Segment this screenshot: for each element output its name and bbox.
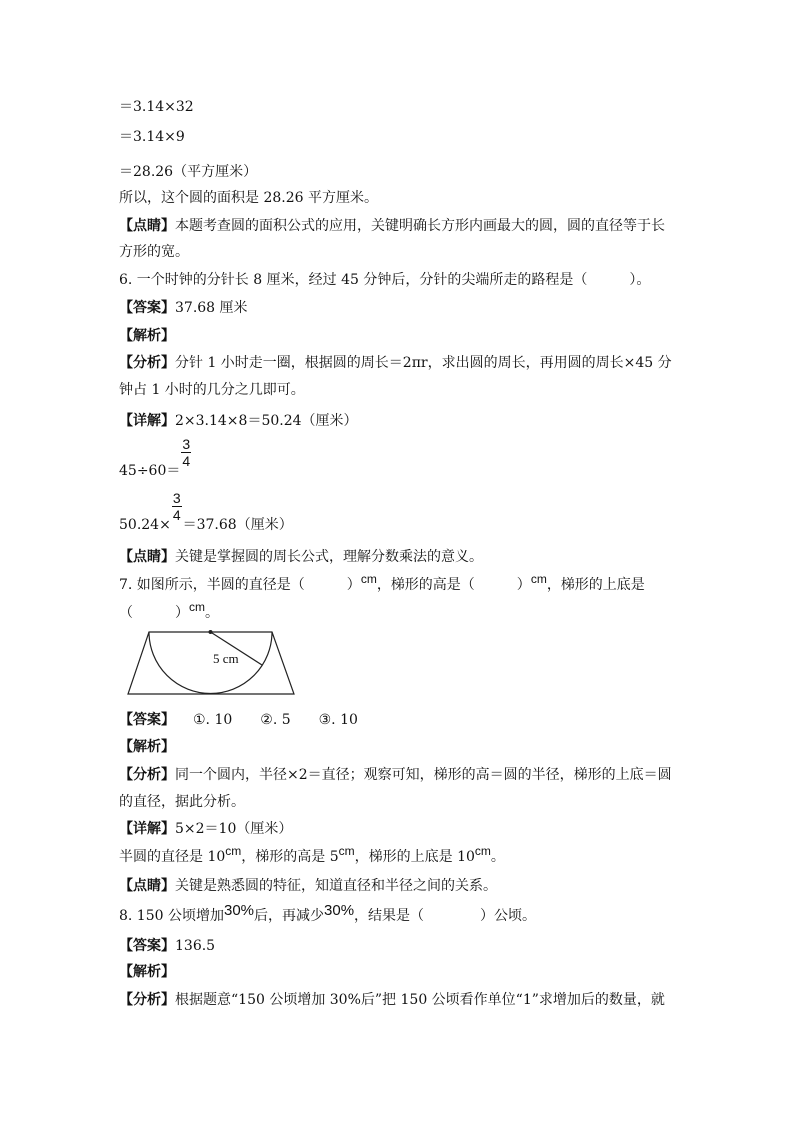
q6-analysis-tag: 【解析】 [119,328,175,344]
q7-xiangjie [119,820,292,838]
q7-part-e: 。 [205,605,219,621]
q8-answer [119,937,215,955]
question-6: 6. 一个时钟的分针长 8 厘米，经过 45 分钟后，分针的尖端所走的路程是（ ）。 [119,272,651,288]
fenxi-text: 同一个圆内，半径×2＝直径；观察可知，梯形的高＝圆的半径，梯形的上底＝圆 [175,767,672,783]
fraction-denominator: 4 [172,507,181,523]
answer-text: ①. 10 ②. 5 ③. 10 [193,712,358,728]
q6-fenxi [119,354,672,372]
q7-part-a: 7. 如图所示，半圆的直径是（ ） [119,577,361,593]
percent-30: 30% [324,902,355,919]
dianjing-text: 本题考查圆的面积公式的应用，关键明确长方形内画最大的圆，圆的直径等于长 [175,218,665,234]
fraction-numerator: 3 [182,436,191,452]
xiangjie-text: 5×2＝10（厘米） [175,821,293,837]
q7-dianjing [119,877,497,895]
q7-part-b: ，梯形的高是（ ） [376,577,531,593]
calc-line-2: ＝3.14×9 [119,129,185,145]
fraction-three-quarters [181,436,191,469]
xiangjie-tag: 【详解】 [119,821,175,837]
q7-fenxi-cont: 的直径，据此分析。 [119,794,245,810]
question-7-cont [119,600,219,622]
unit-cm: cm [360,572,377,586]
q7-detail [119,844,505,866]
q7-part-c: ，梯形的上底是 [546,577,645,593]
answer-text: 136.5 [175,938,216,954]
answer-text: 37.68 厘米 [175,300,248,316]
dianjing-5 [119,217,665,235]
dianjing-5-cont: 方形的宽。 [119,244,189,260]
xiangjie-tag: 【详解】 [119,413,175,429]
answer-tag: 【答案】 [119,938,175,954]
q8-part-a: 8. 150 公顷增加 [119,908,224,924]
calc-line-1: ＝3.14×32 [119,99,194,115]
q8-part-b: 后，再减少 [254,908,325,924]
fenxi-tag: 【分析】 [119,992,175,1008]
q8-part-c: ，结果是（ ）公顷。 [354,908,537,924]
dianjing-tag: 【点睛】 [119,218,175,234]
fraction-denominator: 4 [182,453,191,469]
fenxi-text: 根据题意“150 公顷增加 30%后”把 150 公顷看作单位“1”求增加后的数量，就 [175,992,665,1008]
dianjing-text: 关键是掌握圆的周长公式，理解分数乘法的意义。 [175,549,483,565]
q7-detail-c: ，梯形的上底是 10 [354,849,475,865]
fenxi-text: 分针 1 小时走一圈，根据圆的周长＝2πr，求出圆的周长，再用圆的周长×45 分 [175,355,672,371]
q7-analysis-tag: 【解析】 [119,739,175,755]
unit-cm: cm [189,600,205,614]
calc-line-3: ＝28.26（平方厘米） [119,164,258,180]
xiangjie-text: 2×3.14×8＝50.24（厘米） [175,413,358,429]
q7-fenxi [119,766,672,784]
semicircle [149,632,272,693]
trapezoid-semicircle-diagram [126,629,298,699]
q6-answer [119,299,248,317]
q6-division [119,436,192,479]
q7-part-d: （ ） [119,605,189,621]
conclusion-line: 所以，这个圆的面积是 28.26 平方厘米。 [119,190,378,206]
unit-cm: cm [474,844,491,858]
dianjing-text: 关键是熟悉圆的特征，知道直径和半径之间的关系。 [175,878,497,894]
q7-detail-b: ，梯形的高是 5 [241,849,339,865]
mul-left: 50.24× [119,516,171,533]
percent-30: 30% [223,902,255,919]
unit-cm: cm [530,572,547,586]
fenxi-tag: 【分析】 [119,767,175,783]
trapezoid [128,632,294,694]
q6-fenxi-cont: 钟占 1 小时的几分之几即可。 [119,382,305,398]
radius-label: 5 cm [213,651,239,666]
dianjing-tag: 【点睛】 [119,878,175,894]
dianjing-tag: 【点睛】 [119,549,175,565]
q7-answer [119,711,358,729]
q8-analysis-tag: 【解析】 [119,964,175,980]
center-point [209,630,213,634]
division-left: 45÷60＝ [119,462,181,479]
q6-dianjing [119,548,483,566]
answer-tag: 【答案】 [119,300,175,316]
q7-detail-d: 。 [490,849,505,865]
q7-detail-a: 半圆的直径是 10 [119,849,226,865]
question-7 [119,572,645,594]
answer-tag: 【答案】 [119,712,175,728]
fraction-numerator: 3 [172,490,181,506]
q8-fenxi [119,991,665,1009]
q6-multiplication [119,490,293,533]
mul-right: ＝37.68（厘米） [182,516,293,533]
q6-xiangjie [119,412,358,430]
fenxi-tag: 【分析】 [119,355,175,371]
unit-cm: cm [225,844,242,858]
fraction-three-quarters-2 [172,490,182,523]
unit-cm: cm [338,844,355,858]
question-8 [119,902,537,925]
